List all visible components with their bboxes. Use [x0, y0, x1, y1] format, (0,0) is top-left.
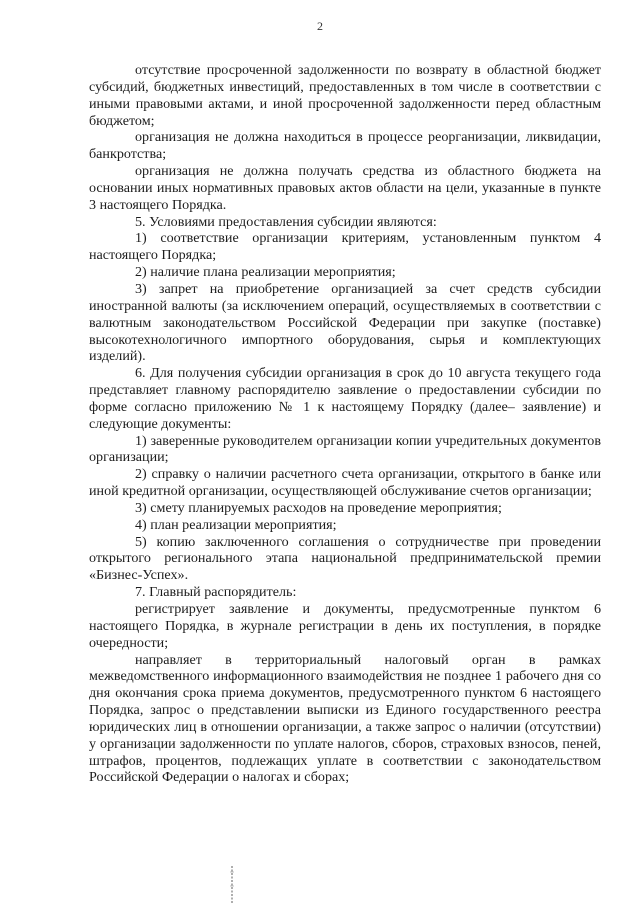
- paragraph: 2) справку о наличии расчетного счета организации, открытого в банке или иной кредитной организации, осуществляющей обслуживание счетов организации;: [89, 466, 601, 500]
- paragraph: 3) запрет на приобретение организацией за счет средств субсидии иностранной валюты (за исключением операций, осуществляемых в соответствии с валютным законодательством Российской Федерации при закупке (поставке) высокотехнологичного импортного оборудования, сырья и комплектующих изделий).: [89, 280, 601, 365]
- paragraph: 2) наличие плана реализации мероприятия;: [135, 264, 396, 281]
- paragraph: направляет в территориальный налоговый орган в рамках межведомственного информационного взаимодействия не позднее 1 рабочего дня со дня окончания срока приема документов, предусмотренного пунктом 6 настоящего Порядка, запрос о представлении выписки из Единого государственного реестра юридических лиц в отношении организации, а также запрос о наличии (отсутствии) у организации задолженности по уплате налогов, сборов, страховых взносов, пеней, штрафов, процентов, подлежащих уплате в соответствии с законодательством Российской Федерации о налогах и сборах;: [89, 651, 601, 786]
- paragraph: 5) копию заключенного соглашения о сотрудничестве при проведении открытого регионального этапа национальной предпринимательской премии «Бизнес-Успех».: [89, 533, 601, 584]
- paragraph: 5. Условиями предоставления субсидии являются:: [135, 213, 437, 230]
- paragraph: 6. Для получения субсидии организация в срок до 10 августа текущего года представляет главному распорядителю заявление о предоставлении субсидии по форме согласно приложению № 1 к настоящему Порядку (далее– заявление) и следующие документы:: [89, 365, 601, 432]
- paragraph: 3) смету планируемых расходов на проведение мероприятия;: [135, 499, 502, 516]
- paragraph: 1) заверенные руководителем организации копии учредительных документов организации;: [89, 432, 601, 466]
- binding-stitch-mark: [229, 866, 235, 904]
- paragraph: организация не должна получать средства из областного бюджета на основании иных нормативных правовых актов области на цели, указанные в пункте 3 настоящего Порядка.: [89, 163, 601, 213]
- document-body: [89, 62, 601, 786]
- paragraph: отсутствие просроченной задолженности по возврату в областной бюджет субсидий, бюджетных инвестиций, предоставленных в том числе в соответствии с иными правовыми актами, и иной просроченной задолженности перед областным бюджетом;: [89, 62, 601, 129]
- paragraph: 7. Главный распорядитель:: [135, 584, 297, 601]
- paragraph: организация не должна находиться в процессе реорганизации, ликвидации, банкротства;: [89, 129, 601, 163]
- page-number: 2: [317, 19, 323, 33]
- paragraph: регистрирует заявление и документы, предусмотренные пунктом 6 настоящего Порядка, в журнале регистрации в день их поступления, в порядке очередности;: [89, 601, 601, 651]
- paragraph: 1) соответствие организации критериям, установленным пунктом 4 настоящего Порядка;: [89, 230, 601, 264]
- paragraph: 4) план реализации мероприятия;: [135, 516, 337, 533]
